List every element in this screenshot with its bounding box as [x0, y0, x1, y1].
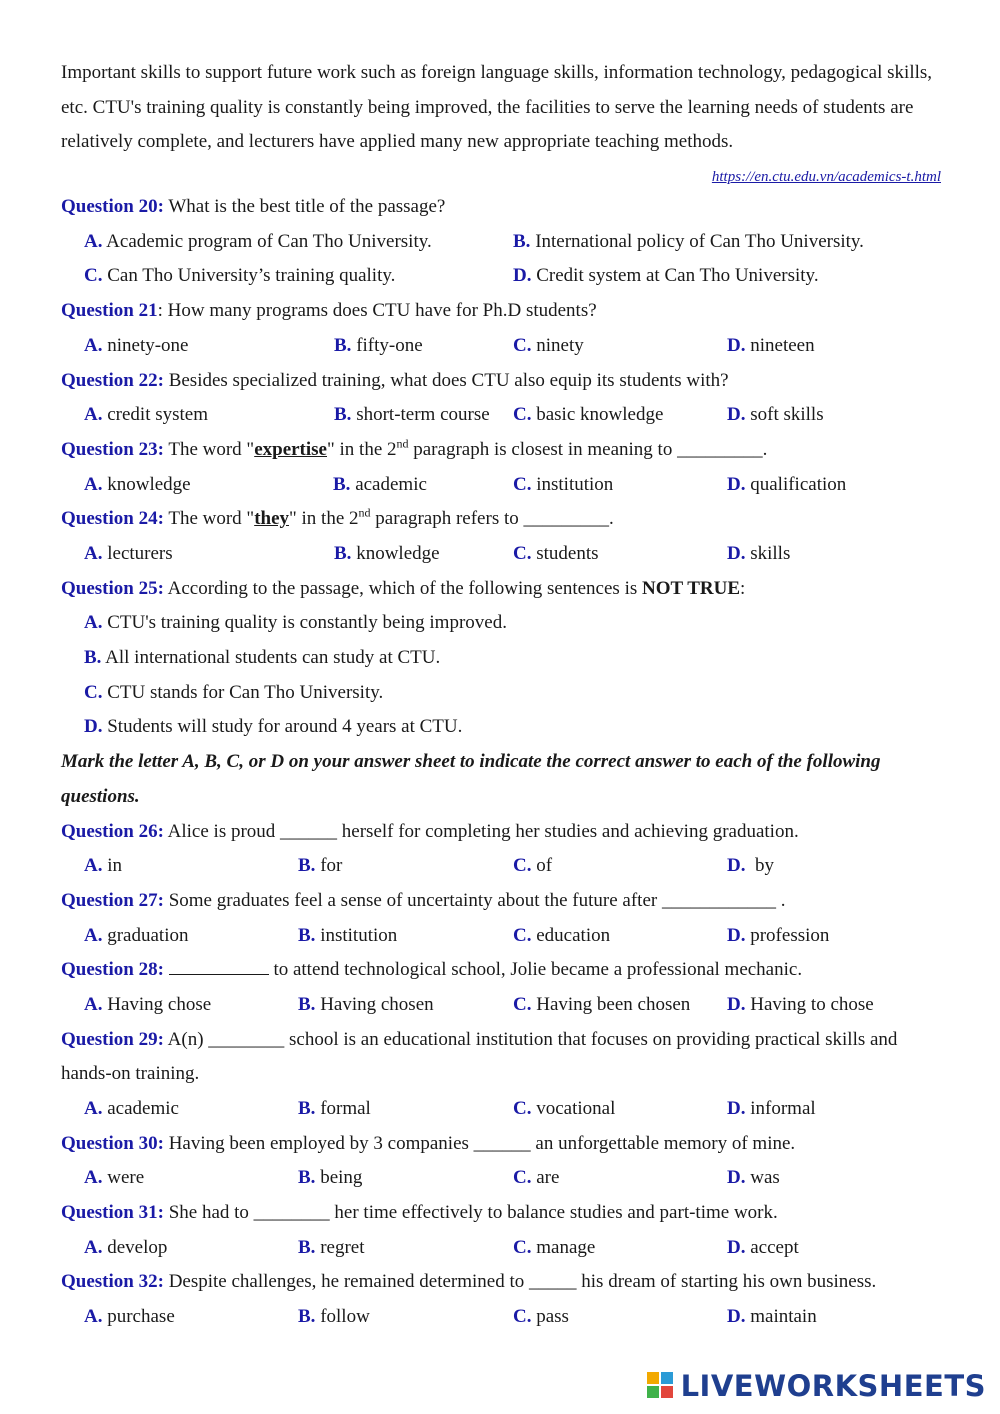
q29-options	[61, 1092, 941, 1127]
source-link[interactable]: https://en.ctu.edu.vn/academics-t.html	[711, 169, 941, 186]
q29-option-a[interactable]: A. academic	[84, 1098, 179, 1120]
q32-option-d[interactable]: D. maintain	[727, 1306, 817, 1328]
answer-blank	[169, 956, 269, 975]
q28-option-b[interactable]: B. Having chosen	[298, 993, 434, 1015]
question-label: Question 31:	[61, 1202, 164, 1224]
q27-options	[61, 919, 941, 954]
question-24: Question 24: The word "they" in the 2nd paragraph refers to _________.	[61, 505, 614, 530]
question-label: Question 20:	[61, 196, 164, 218]
q27-option-c[interactable]: C. education	[513, 924, 611, 946]
question-text: : How many programs does CTU have for Ph.D students?	[157, 300, 597, 322]
q25-option-b[interactable]: B. All international students can study at CTU.	[84, 647, 441, 669]
question-label: Question 32:	[61, 1271, 164, 1293]
question-text: to attend technological school, Jolie became a professional mechanic.	[268, 959, 803, 981]
q30-option-c[interactable]: C. are	[513, 1167, 560, 1189]
q20-option-a[interactable]: A. Academic program of Can Tho University.	[84, 230, 432, 252]
q28-option-a[interactable]: A. Having chose	[84, 993, 212, 1015]
q24-option-a[interactable]: A. lecturers	[84, 542, 173, 564]
q22-option-d[interactable]: D. soft skills	[727, 404, 824, 426]
q20-option-c[interactable]: C. Can Tho University’s training quality.	[84, 265, 396, 287]
target-word: they	[254, 508, 290, 530]
q32-option-a[interactable]: A. purchase	[84, 1306, 175, 1328]
liveworksheets-logo[interactable]	[647, 1368, 986, 1404]
question-label: Question 29:	[61, 1028, 164, 1050]
target-word: expertise	[254, 438, 327, 460]
question-label: Question 26:	[61, 820, 164, 842]
q24-option-d[interactable]: D. skills	[727, 542, 791, 564]
question-label: Question 22:	[61, 369, 164, 391]
question-text: Alice is proud ______ herself for completing her studies and achieving graduation.	[163, 820, 799, 842]
q23-option-b[interactable]: B. academic	[333, 473, 427, 495]
question-30	[61, 1127, 941, 1162]
q23-option-a[interactable]: A. knowledge	[84, 473, 191, 495]
q32-options	[61, 1300, 941, 1335]
question-label: Question 28:	[61, 959, 164, 981]
question-text: Some graduates feel a sense of uncertainty about the future after ____________ .	[163, 889, 786, 911]
q30-option-a[interactable]: A. were	[84, 1167, 145, 1189]
q26-options	[61, 849, 941, 884]
q25-option-d[interactable]: D. Students will study for around 4 years at CTU.	[84, 716, 463, 738]
question-26	[61, 815, 941, 850]
section-instruction: Mark the letter A, B, C, or D on your answer sheet to indicate the correct answer to each of the following questions.	[61, 751, 881, 807]
q30-option-b[interactable]: B. being	[298, 1167, 363, 1189]
q26-option-a[interactable]: A. in	[84, 855, 123, 877]
question-27	[61, 884, 941, 919]
q30-options	[61, 1161, 941, 1196]
q21-option-c[interactable]: C. ninety	[513, 334, 584, 356]
question-label: Question 23:	[61, 438, 164, 460]
q27-option-b[interactable]: B. institution	[298, 924, 398, 946]
q31-option-b[interactable]: B. regret	[298, 1236, 365, 1258]
question-25: Question 25: According to the passage, which of the following sentences is NOT TRUE:	[61, 577, 746, 599]
q22-options	[61, 398, 941, 433]
question-text: What is the best title of the passage?	[163, 196, 446, 218]
question-text: Despite challenges, he remained determined to _____ his dream of starting his own business.	[163, 1271, 877, 1293]
q21-option-b[interactable]: B. fifty-one	[334, 334, 423, 356]
liveworksheets-logo-text: LIVEWORKSHEETS	[680, 1369, 986, 1403]
q22-option-c[interactable]: C. basic knowledge	[513, 404, 664, 426]
q22-option-b[interactable]: B. short-term course	[334, 404, 490, 426]
q20-option-d[interactable]: D. Credit system at Can Tho University.	[513, 265, 819, 287]
q23-option-c[interactable]: C. institution	[513, 473, 614, 495]
q31-options	[61, 1231, 941, 1266]
question-label: Question 21	[61, 300, 158, 322]
q28-option-d[interactable]: D. Having to chose	[727, 993, 874, 1015]
q26-option-b[interactable]: B. for	[298, 855, 343, 877]
question-20	[61, 190, 941, 225]
q21-option-d[interactable]: D. nineteen	[727, 334, 815, 356]
q24-option-b[interactable]: B. knowledge	[334, 542, 440, 564]
source-citation	[61, 164, 941, 190]
question-23: Question 23: The word "expertise" in the 2nd paragraph is closest in meaning to _________.	[61, 436, 768, 460]
question-label: Question 27:	[61, 889, 164, 911]
question-28	[61, 953, 941, 988]
q29-option-d[interactable]: D. informal	[727, 1098, 816, 1120]
question-29	[61, 1023, 941, 1092]
question-text: A(n) ________ school is an educational institution that focuses on providing practical skills and hands-on training.	[61, 1028, 898, 1085]
question-22	[61, 364, 941, 399]
liveworksheets-logo-icon	[647, 1372, 675, 1400]
q26-option-c[interactable]: C. of	[513, 855, 553, 877]
q31-option-c[interactable]: C. manage	[513, 1236, 596, 1258]
question-32	[61, 1265, 941, 1300]
q24-option-c[interactable]: C. students	[513, 542, 599, 564]
question-text: Besides specialized training, what does CTU also equip its students with?	[163, 369, 729, 391]
q25-option-c[interactable]: C. CTU stands for Can Tho University.	[84, 681, 384, 703]
question-label: Question 30:	[61, 1132, 164, 1154]
q29-option-b[interactable]: B. formal	[298, 1098, 371, 1120]
q24-options	[61, 537, 941, 572]
question-text: She had to ________ her time effectively to balance studies and part-time work.	[163, 1202, 778, 1224]
emphasis: NOT TRUE	[642, 577, 741, 599]
question-label: Question 24:	[61, 508, 164, 530]
q21-options	[61, 329, 941, 364]
q29-option-c[interactable]: C. vocational	[513, 1098, 616, 1120]
q27-option-a[interactable]: A. graduation	[84, 924, 189, 946]
question-text: Having been employed by 3 companies ______ an unforgettable memory of mine.	[163, 1132, 796, 1154]
q20-option-b[interactable]: B. International policy of Can Tho University.	[513, 230, 864, 252]
q25-option-a[interactable]: A. CTU's training quality is constantly being improved.	[84, 612, 507, 634]
question-label: Question 25:	[61, 577, 164, 599]
q21-option-a[interactable]: A. ninety-one	[84, 334, 189, 356]
q27-option-d[interactable]: D. profession	[727, 924, 830, 946]
q20-options-row1	[61, 225, 941, 260]
q31-option-d[interactable]: D. accept	[727, 1236, 799, 1258]
intro-paragraph: Important skills to support future work such as foreign language skills, information technology, pedagogical skills, etc. CTU's training quality is constantly being improved, the facilities to serve the learning needs of students are relatively complete, and lecturers have applied many new appropriate teaching methods.	[61, 62, 933, 153]
question-21	[61, 294, 941, 329]
question-31	[61, 1196, 941, 1231]
q32-option-b[interactable]: B. follow	[298, 1306, 370, 1328]
q23-option-d[interactable]: D. qualification	[727, 473, 847, 495]
q28-option-c[interactable]: C. Having been chosen	[513, 993, 691, 1015]
q22-option-a[interactable]: A. credit system	[84, 404, 209, 426]
q31-option-a[interactable]: A. develop	[84, 1236, 168, 1258]
worksheet-page	[61, 56, 941, 1335]
q32-option-c[interactable]: C. pass	[513, 1306, 569, 1328]
q20-options-row2	[61, 259, 941, 294]
q28-options	[61, 988, 941, 1023]
q23-options	[61, 468, 941, 503]
q26-option-d[interactable]: D. by	[727, 855, 774, 877]
q30-option-d[interactable]: D. was	[727, 1167, 780, 1189]
